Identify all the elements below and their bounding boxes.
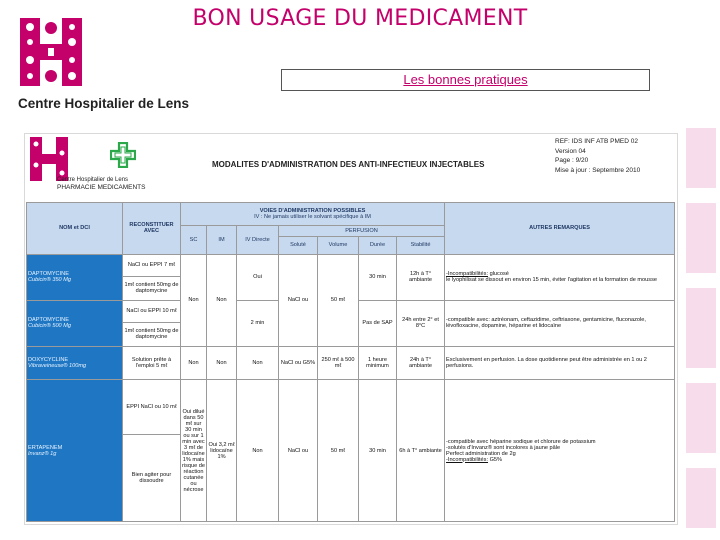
header-sc: SC bbox=[181, 226, 207, 255]
header-reconstituer: RECONSTITUER AVEC bbox=[123, 203, 181, 255]
header-duree: Durée bbox=[359, 237, 397, 255]
anti-infectieux-table bbox=[26, 202, 675, 522]
drug-name-dapto350 bbox=[27, 254, 123, 300]
sc-dapto: Non bbox=[181, 254, 207, 346]
remarks-dapto-a bbox=[445, 254, 675, 300]
remarks-erta bbox=[445, 380, 675, 522]
remark-erta-compat: -compatible avec héparine sodique et chlorure de potassium bbox=[446, 438, 596, 445]
table-row bbox=[27, 380, 675, 435]
doc-reference-block bbox=[555, 137, 640, 175]
table-row bbox=[27, 254, 675, 276]
subtitle-box bbox=[281, 69, 650, 91]
drug-dci: DAPTOMYCINE bbox=[28, 271, 69, 278]
header-volume: Volume bbox=[318, 237, 359, 255]
doc-heading: MODALITES D'ADMINISTRATION DES ANTI-INFECTIEUX INJECTABLES bbox=[212, 160, 485, 169]
header-autres-remarques: AUTRES REMARQUES bbox=[445, 203, 675, 255]
duree-dapto-b: Pas de SAP bbox=[359, 300, 397, 346]
recon-erta-a: EPPI NaCl ou 10 mℓ bbox=[123, 380, 181, 435]
sc-erta: Oui dilué dans 50 mℓ sur 30 min ou sur 1 min avec 3 mℓ de lidocaïne 1% mais risque de réaction cutanée ou nécrose bbox=[181, 380, 207, 522]
im-dapto: Non bbox=[207, 254, 237, 346]
header-voies-title: VOIES D'ADMINISTRATION POSSIBLES bbox=[259, 208, 366, 215]
remarks-doxy: Exclusivement en perfusion. La dose quotidienne peut être administrée en 1 ou 2 perfusions. bbox=[445, 347, 675, 380]
duree-dapto-a: 30 min bbox=[359, 254, 397, 300]
subtitle-text: Les bonnes pratiques bbox=[403, 72, 528, 87]
remark-erta-incompat-value: G5% bbox=[488, 456, 503, 463]
doc-pharmacie: PHARMACIE MEDICAMENTS bbox=[57, 184, 146, 191]
im-doxy: Non bbox=[207, 347, 237, 380]
remark-erta-dose: Perfect administration de 2g bbox=[446, 450, 516, 457]
ivd-doxy: Non bbox=[237, 347, 279, 380]
volume-dapto: 50 mℓ bbox=[318, 254, 359, 346]
drug-brand: Cubicin® 350 Mg bbox=[28, 277, 71, 284]
stab-dapto-b: 24h entre 2° et 8°C bbox=[397, 300, 445, 346]
header-iv-directe: IV Directe bbox=[237, 226, 279, 255]
drug-brand: Vibraveineuse® 100mg bbox=[28, 363, 87, 370]
remark-incompat-value: glucosé bbox=[488, 271, 509, 278]
drug-name-dapto500 bbox=[27, 300, 123, 346]
hospital-logo-icon bbox=[20, 18, 82, 86]
sc-doxy: Non bbox=[181, 347, 207, 380]
header-voies bbox=[181, 203, 445, 226]
header-perfusion: PERFUSION bbox=[279, 226, 445, 237]
solute-erta: NaCl ou bbox=[279, 380, 318, 522]
watermark-logo-icon bbox=[682, 128, 720, 528]
recon-dapto350-b: 1mℓ contient 50mg de daptomycine bbox=[123, 276, 181, 300]
drug-brand: Invanz® 1g bbox=[28, 450, 57, 457]
doc-update: Mise à jour : Septembre 2010 bbox=[555, 166, 641, 174]
ivd-dapto-b: 2 min bbox=[237, 300, 279, 346]
remark-erta-color: -solutés d'Invanz® sont incolores à jaune pâle bbox=[446, 444, 561, 451]
remark-erta-incompat-label: -Incompatibilités: bbox=[446, 456, 489, 463]
doc-hospital-name: Centre Hospitalier de Lens bbox=[57, 177, 129, 183]
header-voies-note: IV : Ne jamais utiliser le solvant spécifique à IM bbox=[254, 214, 371, 221]
table-row bbox=[27, 347, 675, 380]
drug-dci: DAPTOMYCINE bbox=[28, 317, 69, 324]
volume-doxy: 250 mℓ à 500 mℓ bbox=[318, 347, 359, 380]
header-solute: Soluté bbox=[279, 237, 318, 255]
header-im: IM bbox=[207, 226, 237, 255]
recon-erta-b: Bien agiter pour dissoudre bbox=[123, 435, 181, 522]
stab-erta: 6h à T° ambiante bbox=[397, 380, 445, 522]
solute-doxy: NaCl ou G5% bbox=[279, 347, 318, 380]
pharmacy-cross-icon bbox=[110, 142, 136, 168]
duree-doxy: 1 heure minimum bbox=[359, 347, 397, 380]
stab-doxy: 24h à T° ambiante bbox=[397, 347, 445, 380]
recon-dapto500-b: 1mℓ contient 50mg de daptomycine bbox=[123, 322, 181, 346]
stab-dapto-a: 12h à T° ambiante bbox=[397, 254, 445, 300]
remark-incompat-label: -Incompatibilités: bbox=[446, 271, 489, 278]
header-nom-dci: NOM et DCI bbox=[27, 203, 123, 255]
page-title: BON USAGE DU MEDICAMENT bbox=[192, 6, 528, 31]
recon-dapto350-a: NaCl ou EPPI 7 mℓ bbox=[123, 254, 181, 276]
im-erta: Oui 3,2 mℓ lidocaïne 1% bbox=[207, 380, 237, 522]
header-stabilite: Stabilité bbox=[397, 237, 445, 255]
drug-dci: ERTAPENEM bbox=[28, 444, 63, 451]
remark-lyophilisat: le lyophilisat se dissout en environ 15 min, éviter l'agitation et la formation de mousse bbox=[446, 277, 657, 284]
hospital-name: Centre Hospitalier de Lens bbox=[18, 96, 190, 111]
remarks-dapto-b: -compatible avec: aztréonam, ceftazidime, ceftriaxone, gentamicine, fluconazole, lévofloxacine, dopamine, héparine et lidocaïne bbox=[445, 300, 675, 346]
ivd-dapto-a: Oui bbox=[237, 254, 279, 300]
solute-dapto: NaCl ou bbox=[279, 254, 318, 346]
ivd-erta: Non bbox=[237, 380, 279, 522]
doc-ref: REF: IDS INF ATB PMED 02 bbox=[555, 138, 638, 145]
volume-erta: 50 mℓ bbox=[318, 380, 359, 522]
drug-name-erta bbox=[27, 380, 123, 522]
drug-dci: DOXYCYCLINE bbox=[28, 357, 69, 364]
doc-version: Version 04 bbox=[555, 147, 586, 155]
recon-dapto500-a: NaCl ou EPPI 10 mℓ bbox=[123, 300, 181, 322]
doc-page: Page : 9/20 bbox=[555, 157, 589, 164]
drug-brand: Cubicin® 500 Mg bbox=[28, 323, 71, 330]
drug-name-doxy bbox=[27, 347, 123, 380]
recon-doxy: Solution prête à l'emploi 5 mℓ bbox=[123, 347, 181, 380]
duree-erta: 30 min bbox=[359, 380, 397, 522]
document-logo-icon bbox=[30, 137, 68, 181]
